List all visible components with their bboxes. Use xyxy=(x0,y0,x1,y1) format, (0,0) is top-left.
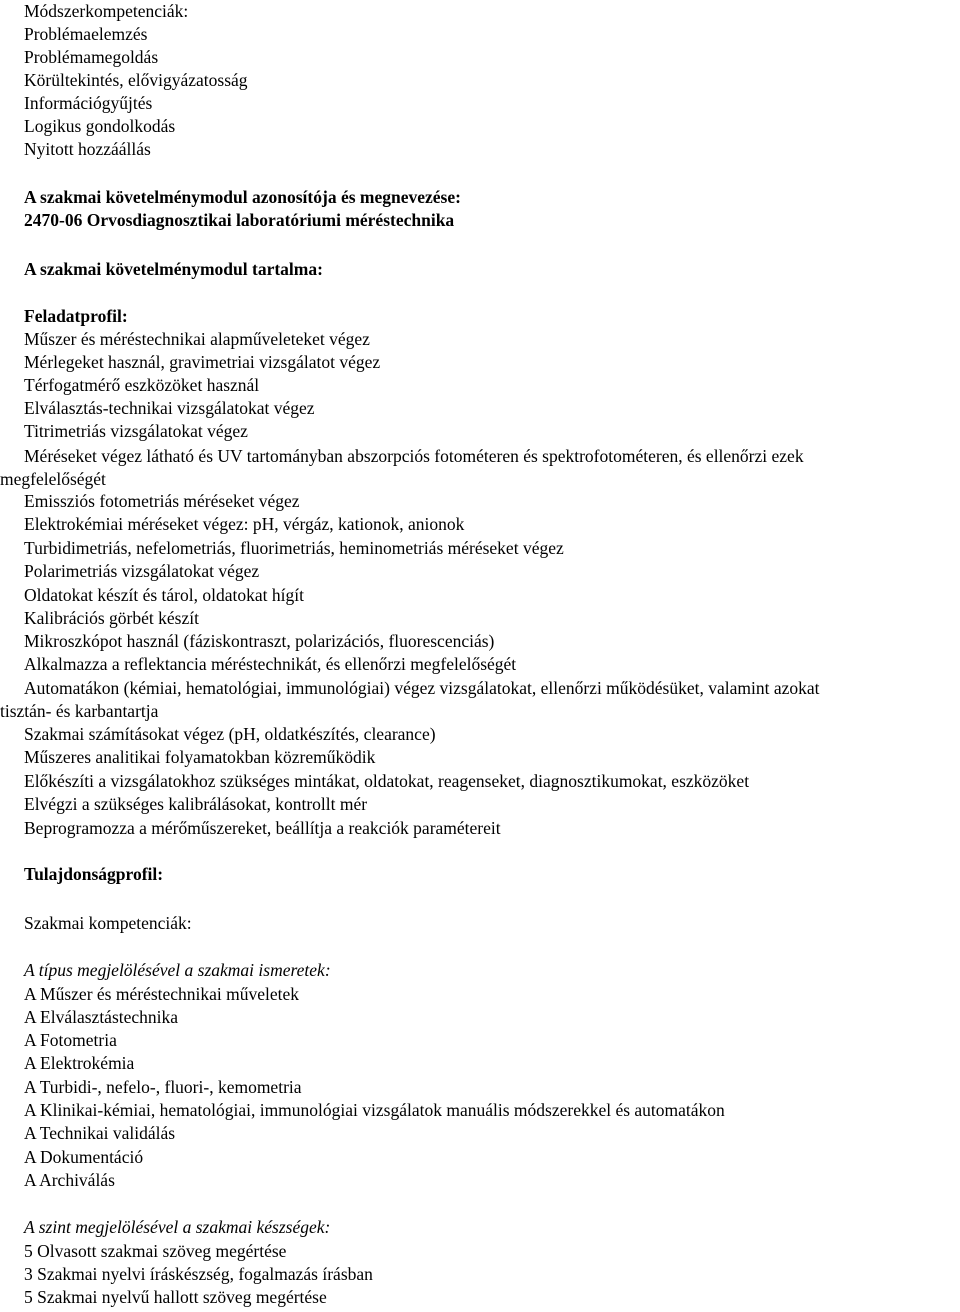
property-profile-heading: Tulajdonságprofil: xyxy=(24,864,164,884)
list-item: Problémaelemzés xyxy=(24,24,148,44)
professional-competencies-heading: Szakmai kompetenciák: xyxy=(24,913,192,933)
list-item: A Dokumentáció xyxy=(24,1147,144,1167)
list-item: Emissziós fotometriás méréseket végez xyxy=(24,491,300,511)
list-item: Műszer és méréstechnikai alapműveleteket végez xyxy=(24,329,370,349)
list-item: Körültekintés, elővigyázatosság xyxy=(24,70,248,90)
list-item: A Technikai validálás xyxy=(24,1123,176,1143)
list-item: Polarimetriás vizsgálatokat végez xyxy=(24,561,260,581)
list-item: Elvégzi a szükséges kalibrálásokat, kontrollt mér xyxy=(24,794,368,814)
list-item: A Fotometria xyxy=(24,1030,117,1050)
list-item: A Klinikai-kémiai, hematológiai, immunológiai vizsgálatok manuális módszerekkel és automatákon xyxy=(24,1100,725,1120)
list-item: Elválasztás-technikai vizsgálatokat végez xyxy=(24,398,315,418)
list-item: A Elválasztástechnika xyxy=(24,1007,179,1027)
list-item: Nyitott hozzáállás xyxy=(24,139,151,159)
list-item: Mikroszkópot használ (fáziskontraszt, polarizációs, fluorescenciás) xyxy=(24,631,495,651)
module-id-value: 2470-06 Orvosdiagnosztikai laboratóriumi méréstechnika xyxy=(24,210,455,230)
list-item: Térfogatmérő eszközöket használ xyxy=(24,375,260,395)
wrapped-line-1: Méréseket végez látható és UV tartományban abszorpciós fotométeren és spektrofotométeren, és ellenőrzi ezek xyxy=(24,446,804,466)
method-competencies-heading: Módszerkompetenciák: xyxy=(24,1,189,21)
list-item: Beprogramozza a mérőműszereket, beállítja a reakciók paramétereit xyxy=(24,818,501,838)
list-item: A Turbidi-, nefelo-, fluori-, kemometria xyxy=(24,1077,302,1097)
list-item: Mérlegeket használ, gravimetriai vizsgálatot végez xyxy=(24,352,381,372)
list-item: A Archiválás xyxy=(24,1170,115,1190)
list-item: A Elektrokémia xyxy=(24,1053,135,1073)
list-item: 3 Szakmai nyelvi íráskészség, fogalmazás írásban xyxy=(24,1264,373,1284)
list-item: Alkalmazza a reflektancia méréstechnikát, és ellenőrzi megfelelőségét xyxy=(24,654,517,674)
list-item: Szakmai számításokat végez (pH, oldatkészítés, clearance) xyxy=(24,724,436,744)
list-item: Logikus gondolkodás xyxy=(24,116,176,136)
list-item: Elektrokémiai méréseket végez: pH, vérgáz, kationok, anionok xyxy=(24,514,465,534)
list-item: Kalibrációs görbét készít xyxy=(24,608,199,628)
wrapped-line-2: megfelelőségét xyxy=(0,469,106,489)
module-id-heading: A szakmai követelménymodul azonosítója és megnevezése: xyxy=(24,187,461,207)
task-profile-heading: Feladatprofil: xyxy=(24,306,128,326)
wrapped-line-2: tisztán- és karbantartja xyxy=(0,701,159,721)
list-item: A Műszer és méréstechnikai műveletek xyxy=(24,984,300,1004)
list-item: Előkészíti a vizsgálatokhoz szükséges mintákat, oldatokat, reagenseket, diagnosztikumokat, eszközöket xyxy=(24,771,750,791)
list-item: 5 Olvasott szakmai szöveg megértése xyxy=(24,1241,287,1261)
list-item: Információgyűjtés xyxy=(24,93,153,113)
list-item: Oldatokat készít és tárol, oldatokat hígít xyxy=(24,585,304,605)
knowledge-heading: A típus megjelölésével a szakmai ismeretek: xyxy=(24,960,331,980)
list-item: Titrimetriás vizsgálatokat végez xyxy=(24,421,248,441)
list-item-wrapped xyxy=(0,677,960,723)
wrapped-line-1: Automatákon (kémiai, hematológiai, immunológiai) végez vizsgálatokat, ellenőrzi működésüket, valamint azokat xyxy=(24,678,820,698)
list-item: 5 Szakmai nyelvű hallott szöveg megértése xyxy=(24,1287,327,1307)
module-content-heading: A szakmai követelménymodul tartalma: xyxy=(24,259,323,279)
skills-heading: A szint megjelölésével a szakmai készségek: xyxy=(24,1217,331,1237)
list-item-wrapped xyxy=(0,445,960,491)
list-item: Műszeres analitikai folyamatokban közreműködik xyxy=(24,747,376,767)
list-item: Turbidimetriás, nefelometriás, fluorimetriás, heminometriás méréseket végez xyxy=(24,538,564,558)
list-item: Problémamegoldás xyxy=(24,47,159,67)
